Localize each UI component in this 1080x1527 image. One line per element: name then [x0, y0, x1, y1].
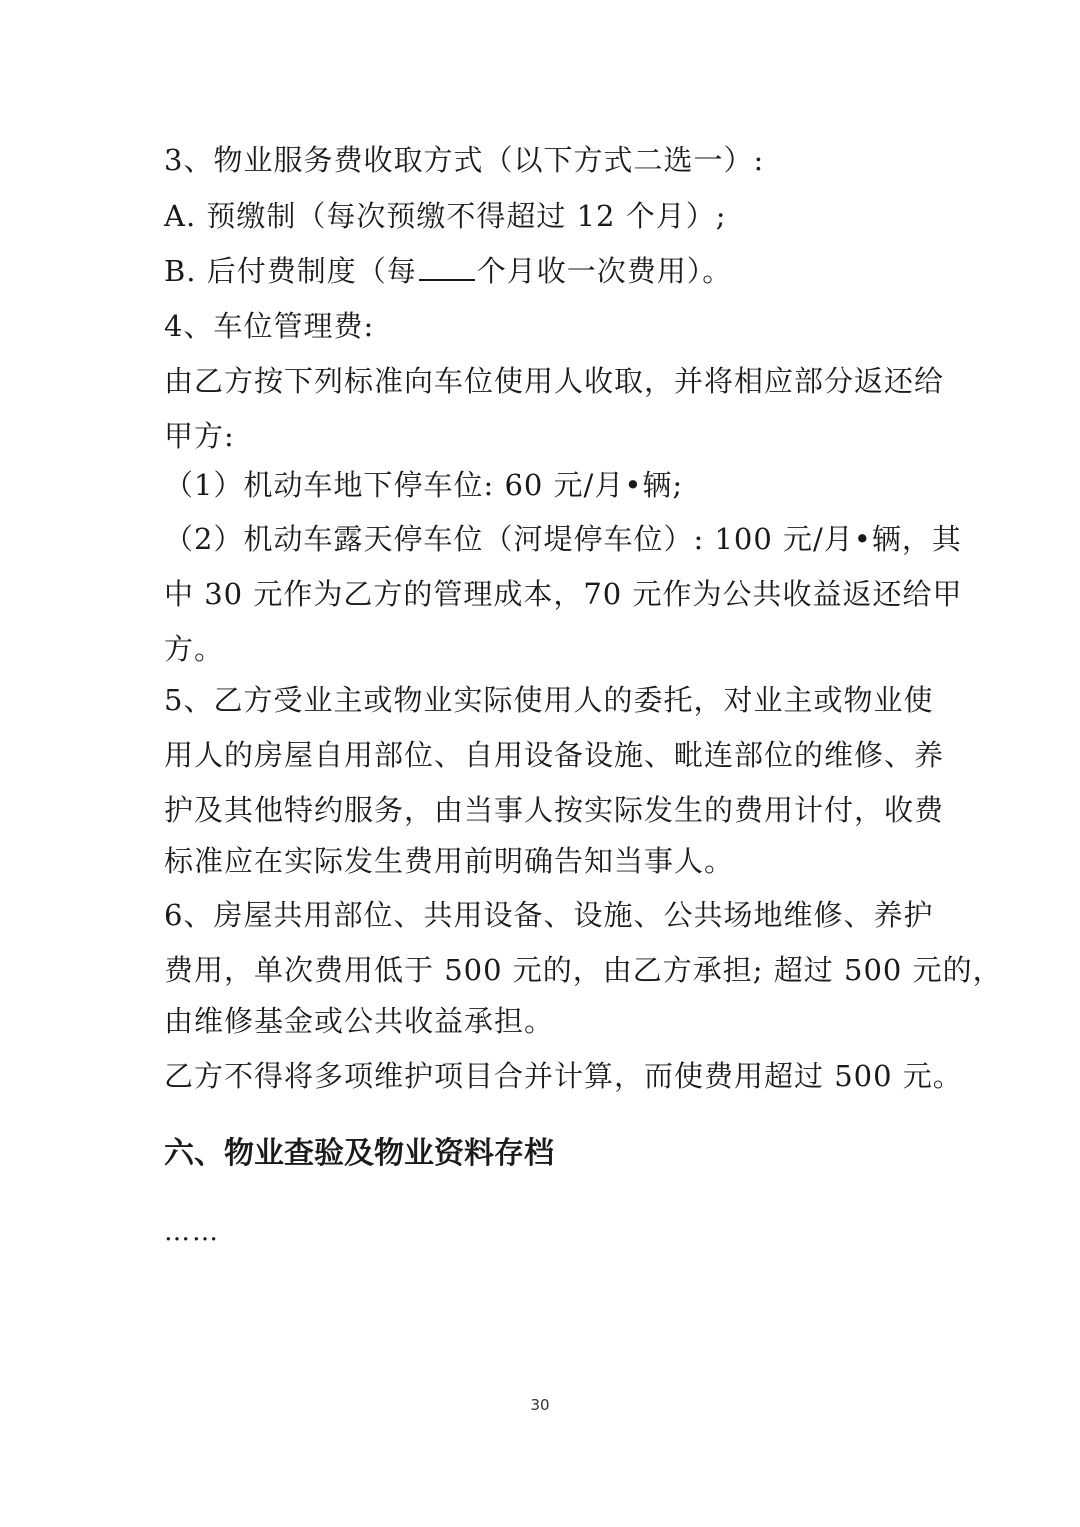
option-b-prefix: B. 后付费制度（每: [164, 254, 417, 288]
clause-6-line-4: 乙方不得将多项维护项目合并计算，而使费用超过 500 元。: [164, 1059, 963, 1093]
clause-6-line-2: 费用，单次费用低于 500 元的，由乙方承担; 超过 500 元的，: [164, 953, 1003, 987]
clause-6-line-1: 6、房屋共用部位、共用设备、设施、公共场地维修、养护: [164, 898, 934, 932]
clause-4-text-line-1: 由乙方按下列标准向车位使用人收取，并将相应部分返还给: [164, 364, 945, 398]
clause-3-title: 3、物业服务费收取方式（以下方式二选一）:: [164, 143, 765, 177]
clause-4-item-1: （1）机动车地下停车位: 60 元/月•辆;: [164, 468, 684, 502]
clause-4-title: 4、车位管理费:: [164, 309, 375, 343]
clause-4-item-2-line-2: 中 30 元作为乙方的管理成本，70 元作为公共收益返还给甲: [164, 577, 963, 611]
clause-4-text-line-2: 甲方:: [164, 419, 235, 453]
option-b-suffix: 个月收一次费用）。: [476, 254, 733, 288]
clause-3-option-b: [164, 251, 924, 291]
section-heading: 六、物业查验及物业资料存档: [164, 1136, 554, 1171]
clause-4-item-2-line-3: 方。: [164, 632, 225, 666]
clause-6-line-3: 由维修基金或公共收益承担。: [164, 1004, 555, 1038]
clause-3-option-a: A. 预缴制（每次预缴不得超过 12 个月）;: [164, 199, 727, 233]
page-number: 30: [530, 1396, 550, 1414]
clause-5-line-1: 5、乙方受业主或物业实际使用人的委托，对业主或物业使: [164, 683, 934, 717]
clause-5-line-4: 标准应在实际发生费用前明确告知当事人。: [164, 844, 735, 878]
ellipsis: ……: [164, 1217, 220, 1247]
clause-5-line-2: 用人的房屋自用部位、自用设备设施、毗连部位的维修、养: [164, 738, 945, 772]
clause-5-line-3: 护及其他特约服务，由当事人按实际发生的费用计付，收费: [164, 793, 945, 827]
fill-in-blank: [419, 255, 475, 281]
clause-4-item-2-line-1: （2）机动车露天停车位（河堤停车位）: 100 元/月•辆，其: [164, 522, 962, 556]
